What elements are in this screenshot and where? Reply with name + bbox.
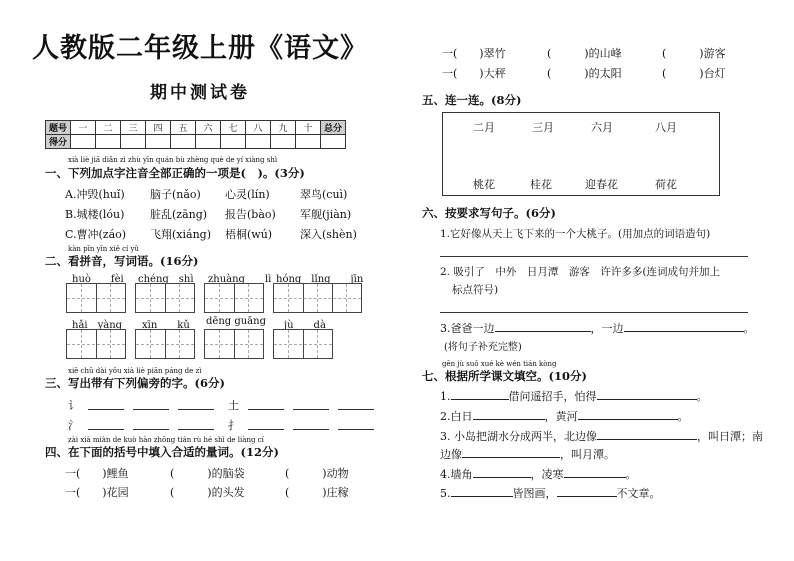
blank[interactable] <box>451 486 513 497</box>
answer-line[interactable] <box>293 409 329 410</box>
blank[interactable] <box>451 389 509 400</box>
answer-line[interactable] <box>133 429 169 430</box>
q4-item: 一( )翠竹 <box>442 47 506 60</box>
q1-option: 心灵(lín) <box>225 188 270 201</box>
q7-line <box>440 485 661 501</box>
score-table <box>45 120 346 149</box>
q7-line <box>440 428 763 444</box>
q1-row-c <box>65 226 395 242</box>
score-table-col: 九 <box>271 121 296 135</box>
answer-line[interactable] <box>178 429 214 430</box>
answer-line[interactable] <box>248 409 284 410</box>
q4-item: ( )庄稼 <box>285 486 349 499</box>
writing-grid[interactable] <box>273 283 362 313</box>
q1-option: 梧桐(wú) <box>225 228 273 241</box>
q2-word-pinyin: dēng guāng <box>206 316 266 327</box>
q7-line <box>440 388 708 404</box>
q1-option: 飞翔(xiáng) <box>150 228 211 241</box>
q7-text: ，叫月潭。 <box>560 448 615 461</box>
q4-row <box>442 65 742 81</box>
q7-text: 。 <box>696 390 708 403</box>
score-cell[interactable] <box>196 135 221 149</box>
q1-option: A.冲毁(huǐ) <box>65 188 125 201</box>
blank[interactable] <box>557 486 617 497</box>
writing-grid[interactable] <box>66 283 126 313</box>
score-cell[interactable] <box>121 135 146 149</box>
q7-text: 不文章。 <box>616 487 661 500</box>
score-cell[interactable] <box>321 135 346 149</box>
blank[interactable] <box>564 467 626 478</box>
blank[interactable] <box>597 389 697 400</box>
q1-heading: 一、下列加点字注音全部正确的一项是( )。(3分) <box>45 166 305 180</box>
match-month[interactable]: 六月 <box>591 121 613 134</box>
score-cell[interactable] <box>296 135 321 149</box>
score-table-score-row <box>46 135 346 149</box>
q7-text: 。 <box>677 410 689 423</box>
q2-word-pinyin: huò fèi <box>72 274 124 285</box>
q2-word-pinyin: jù dà <box>284 320 326 331</box>
q1-pinyin: xià liè jiā diǎn zì zhù yīn quán bù zhèng què de yí xiàng shì <box>68 156 278 164</box>
q1-option: 报告(bào) <box>225 208 276 221</box>
writing-grid[interactable] <box>204 283 264 313</box>
q2-word-pinyin: hǎi yàng <box>72 320 123 331</box>
q1-option: 脑子(nǎo) <box>150 188 201 201</box>
q6-item3-text: 。 <box>743 322 755 335</box>
q7-line <box>440 446 615 462</box>
match-flower[interactable]: 迎春花 <box>585 178 618 191</box>
answer-line[interactable] <box>293 429 329 430</box>
q2-heading: 二、看拼音，写词语。(16分) <box>45 254 199 268</box>
q6-item: 2. 吸引了 中外 日月潭 游客 许许多多(连词成句并加上 <box>440 266 720 278</box>
radical-label: 扌 <box>228 419 239 432</box>
q1-option: B.城楼(lóu) <box>65 208 125 221</box>
answer-line[interactable] <box>178 409 214 410</box>
match-flower[interactable]: 桂花 <box>530 178 552 191</box>
q2-word-pinyin: hóng lǐng jīn <box>276 274 364 285</box>
q7-text: 皆图画， <box>512 487 557 500</box>
q6-item3-text: ，一边 <box>590 322 624 335</box>
writing-grid[interactable] <box>135 283 195 313</box>
score-table-col: 八 <box>246 121 271 135</box>
score-table-col: 六 <box>196 121 221 135</box>
writing-grid[interactable] <box>135 329 195 359</box>
radical-label: 土 <box>228 399 239 412</box>
score-cell[interactable] <box>146 135 171 149</box>
q4-item: 一( )大秤 <box>442 67 506 80</box>
q6-heading: 六、按要求写句子。(6分) <box>422 206 556 220</box>
answer-line[interactable] <box>440 256 748 257</box>
match-month[interactable]: 二月 <box>473 121 495 134</box>
q3-heading: 三、写出带有下列偏旁的字。(6分) <box>45 376 225 390</box>
q1-option: 脏乱(zāng) <box>150 208 208 221</box>
q4-row <box>65 465 385 481</box>
score-cell[interactable] <box>221 135 246 149</box>
q4-heading: 四、在下面的括号中填入合适的量词。(12分) <box>45 445 279 459</box>
score-table-header-row <box>46 121 346 135</box>
q7-text: 借问遥招手，怕得 <box>508 390 597 403</box>
answer-line[interactable] <box>88 429 124 430</box>
score-table-col: 五 <box>171 121 196 135</box>
answer-line[interactable] <box>440 312 748 313</box>
q2-word-pinyin: chéng shì <box>138 274 194 285</box>
match-flower[interactable]: 桃花 <box>473 178 495 191</box>
blank[interactable] <box>578 409 678 420</box>
page-subtitle: 期中测试卷 <box>150 83 250 103</box>
blank[interactable] <box>462 447 560 458</box>
score-cell[interactable] <box>171 135 196 149</box>
score-table-col: 七 <box>221 121 246 135</box>
q7-text: 1. <box>440 390 451 403</box>
q1-row-a <box>65 186 395 202</box>
q4-row <box>65 484 385 500</box>
q7-line <box>440 466 637 482</box>
blank[interactable] <box>473 409 545 420</box>
q4-item: ( )动物 <box>285 467 349 480</box>
q1-option: 军舰(jiàn) <box>300 208 352 221</box>
q2-word-pinyin: xīn kǔ <box>142 320 190 331</box>
score-cell[interactable] <box>246 135 271 149</box>
q7-text: 边像 <box>440 448 462 461</box>
q1-option: 翠鸟(cuì) <box>300 188 348 201</box>
q7-pinyin: gēn jù suǒ xué kè wén tián kòng <box>442 360 557 368</box>
q4-item: ( )游客 <box>662 47 726 60</box>
q7-text: 2.白日 <box>440 410 473 423</box>
q2-word-pinyin: zhuàng lì <box>208 274 272 285</box>
q3-pinyin: xiě chū dài yǒu xià liè piān páng de zì <box>68 367 202 375</box>
writing-grid[interactable] <box>66 329 126 359</box>
score-table-col: 二 <box>96 121 121 135</box>
q5-heading: 五、连一连。(8分) <box>422 93 522 107</box>
blank[interactable] <box>473 467 531 478</box>
score-table-col: 三 <box>121 121 146 135</box>
q6-item: 1.它好像从天上飞下来的一个大桃子。(用加点的词语造句) <box>440 228 711 240</box>
q1-option: 深入(shèn) <box>300 228 357 241</box>
q4-pinyin: zài xià miàn de kuò hào zhōng tián rù hé shì de liàng cí <box>68 436 264 444</box>
q2-pinyin: kàn pīn yīn xiě cí yǔ <box>68 245 139 253</box>
match-month[interactable]: 三月 <box>532 121 554 134</box>
page-title: 人教版二年级上册《语文》 <box>32 33 368 64</box>
score-table-col: 十 <box>296 121 321 135</box>
q4-item: ( )的头发 <box>170 486 245 499</box>
blank[interactable] <box>597 429 697 440</box>
answer-line[interactable] <box>248 429 284 430</box>
q4-row <box>442 45 742 61</box>
answer-line[interactable] <box>88 409 124 410</box>
score-cell[interactable] <box>271 135 296 149</box>
q1-row-b <box>65 206 395 222</box>
score-cell[interactable] <box>96 135 121 149</box>
q6-item3-note: (将句子补充完整) <box>444 342 522 353</box>
q4-item: ( )的山峰 <box>547 47 622 60</box>
q1-option: C.曹冲(záo) <box>65 228 127 241</box>
writing-grid[interactable] <box>204 329 264 359</box>
writing-grid[interactable] <box>273 329 333 359</box>
q7-text: ，叫日潭；南 <box>697 430 763 443</box>
radical-label: 氵 <box>68 419 79 432</box>
score-table-header-label: 题号 <box>46 121 71 135</box>
q6-item3 <box>440 320 755 336</box>
answer-line[interactable] <box>338 409 374 410</box>
score-table-col: 四 <box>146 121 171 135</box>
q4-item: ( )的太阳 <box>547 67 622 80</box>
q4-item: ( )的脑袋 <box>170 467 245 480</box>
score-table-col: 一 <box>71 121 96 135</box>
q7-heading: 七、根据所学课文填空。(10分) <box>422 369 587 383</box>
score-table-score-label: 得分 <box>46 135 71 149</box>
q4-item: ( )台灯 <box>662 67 726 80</box>
match-month[interactable]: 八月 <box>655 121 677 134</box>
blank[interactable] <box>624 321 744 332</box>
score-cell[interactable] <box>71 135 96 149</box>
radical-label: 讠 <box>68 399 79 412</box>
q4-item: 一( )鲤鱼 <box>65 467 129 480</box>
q7-line <box>440 408 689 424</box>
q6-item3-text: 3.爸爸一边 <box>440 322 495 335</box>
q4-item: 一( )花园 <box>65 486 129 499</box>
q7-text: 3. 小岛把湖水分成两半，北边像 <box>440 430 597 443</box>
answer-line[interactable] <box>338 429 374 430</box>
q6-item: 标点符号) <box>452 284 499 296</box>
q7-text: 5. <box>440 487 451 500</box>
q7-text: ，黄河 <box>544 410 578 423</box>
match-flower[interactable]: 荷花 <box>655 178 677 191</box>
score-table-col-total: 总分 <box>321 121 346 135</box>
blank[interactable] <box>495 321 591 332</box>
answer-line[interactable] <box>133 409 169 410</box>
q7-text: 。 <box>625 468 637 481</box>
q7-text: 4.墙角 <box>440 468 473 481</box>
q7-text: ，凌寒 <box>530 468 564 481</box>
